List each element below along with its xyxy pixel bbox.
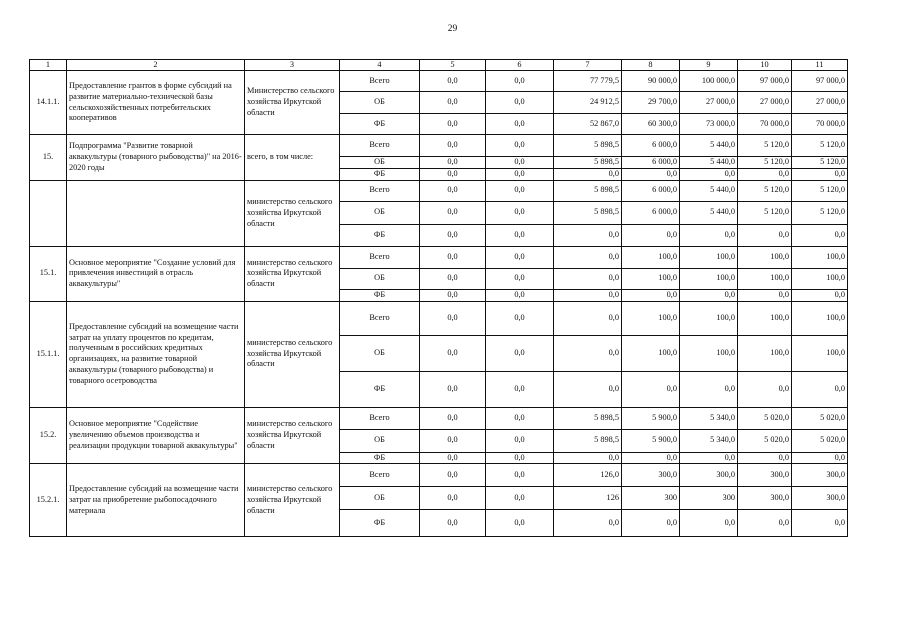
row-number: 15. [30, 135, 67, 181]
value-cell: 0,0 [680, 224, 738, 246]
value-cell: 100,0 [792, 335, 848, 371]
column-header: 6 [486, 60, 554, 71]
value-cell: 0,0 [420, 371, 486, 407]
value-cell: 97 000,0 [792, 71, 848, 92]
value-cell: 0,0 [420, 407, 486, 429]
measure-name: Подпрограмма "Развитие товарной аквакультуры (товарного рыбоводства)" на 2016-2020 годы [67, 135, 245, 181]
value-cell: 126 [554, 487, 622, 510]
value-cell: 5 900,0 [622, 407, 680, 429]
value-cell: 0,0 [738, 452, 792, 464]
value-cell: 5 340,0 [680, 407, 738, 429]
value-cell: 5 898,5 [554, 429, 622, 452]
value-cell: 0,0 [486, 246, 554, 268]
value-cell: 5 898,5 [554, 135, 622, 157]
value-cell: 70 000,0 [738, 114, 792, 135]
funding-source: ОБ [340, 157, 420, 169]
value-cell: 0,0 [486, 510, 554, 537]
value-cell: 5 020,0 [738, 429, 792, 452]
table-row [30, 71, 848, 92]
value-cell: 0,0 [420, 335, 486, 371]
value-cell: 5 120,0 [738, 135, 792, 157]
value-cell: 0,0 [792, 452, 848, 464]
value-cell: 0,0 [554, 224, 622, 246]
value-cell: 70 000,0 [792, 114, 848, 135]
value-cell: 5 120,0 [792, 201, 848, 224]
value-cell: 0,0 [420, 169, 486, 181]
value-cell: 0,0 [420, 268, 486, 289]
funding-source: Всего [340, 135, 420, 157]
table-row [30, 301, 848, 335]
value-cell: 5 120,0 [792, 157, 848, 169]
funding-source: Всего [340, 407, 420, 429]
measure-name: Основное мероприятие "Создание условий для привлечения инвестиций в отрасль аквакультуры" [67, 246, 245, 301]
value-cell: 100,0 [792, 246, 848, 268]
value-cell: 0,0 [486, 201, 554, 224]
value-cell: 100,0 [622, 268, 680, 289]
value-cell: 5 898,5 [554, 407, 622, 429]
table-row [30, 246, 848, 268]
value-cell: 0,0 [486, 407, 554, 429]
funding-source: ФБ [340, 169, 420, 181]
value-cell: 300,0 [792, 487, 848, 510]
executor-name: министерство сельского хозяйства Иркутской области [245, 407, 340, 464]
value-cell: 5 898,5 [554, 201, 622, 224]
value-cell: 100,0 [738, 268, 792, 289]
value-cell: 100,0 [680, 246, 738, 268]
value-cell: 0,0 [738, 289, 792, 301]
value-cell: 0,0 [420, 289, 486, 301]
funding-source: ОБ [340, 201, 420, 224]
funding-source: Всего [340, 464, 420, 487]
value-cell: 0,0 [420, 487, 486, 510]
row-number: 15.1. [30, 246, 67, 301]
funding-source: Всего [340, 246, 420, 268]
value-cell: 5 898,5 [554, 157, 622, 169]
value-cell: 0,0 [486, 268, 554, 289]
value-cell: 100,0 [738, 246, 792, 268]
value-cell: 0,0 [554, 301, 622, 335]
value-cell: 300,0 [622, 464, 680, 487]
value-cell: 0,0 [486, 335, 554, 371]
funding-source: Всего [340, 301, 420, 335]
value-cell: 0,0 [486, 180, 554, 201]
value-cell: 0,0 [738, 224, 792, 246]
budget-table [29, 59, 848, 537]
row-number: 15.2. [30, 407, 67, 464]
funding-source: ОБ [340, 92, 420, 114]
value-cell: 5 440,0 [680, 180, 738, 201]
value-cell: 0,0 [486, 135, 554, 157]
column-header: 9 [680, 60, 738, 71]
value-cell: 97 000,0 [738, 71, 792, 92]
measure-name: Предоставление субсидий на возмещение части затрат на уплату процентов по кредитам, полученным в российских кредитных организациях, на развитие товарной аквакультуры (товарного рыбоводства) и товарного осетроводства [67, 301, 245, 407]
value-cell: 52 867,0 [554, 114, 622, 135]
value-cell: 5 440,0 [680, 201, 738, 224]
value-cell: 0,0 [486, 429, 554, 452]
value-cell: 0,0 [486, 224, 554, 246]
column-header: 8 [622, 60, 680, 71]
row-number: 14.1.1. [30, 71, 67, 135]
value-cell: 0,0 [554, 510, 622, 537]
column-header: 11 [792, 60, 848, 71]
column-header: 2 [67, 60, 245, 71]
funding-source: ФБ [340, 452, 420, 464]
column-header: 3 [245, 60, 340, 71]
value-cell: 73 000,0 [680, 114, 738, 135]
value-cell: 0,0 [486, 289, 554, 301]
value-cell: 0,0 [554, 169, 622, 181]
executor-name: всего, в том числе: [245, 135, 340, 181]
value-cell: 0,0 [554, 268, 622, 289]
table-row [30, 407, 848, 429]
empty-cell [67, 180, 245, 246]
funding-source: ФБ [340, 510, 420, 537]
value-cell: 0,0 [554, 452, 622, 464]
value-cell: 100,0 [680, 268, 738, 289]
funding-source: ФБ [340, 224, 420, 246]
value-cell: 5 120,0 [738, 180, 792, 201]
value-cell: 0,0 [622, 169, 680, 181]
value-cell: 5 120,0 [738, 201, 792, 224]
value-cell: 0,0 [420, 301, 486, 335]
value-cell: 300,0 [680, 464, 738, 487]
value-cell: 100,0 [680, 301, 738, 335]
column-number-row [30, 60, 848, 71]
value-cell: 0,0 [420, 429, 486, 452]
funding-source: ОБ [340, 429, 420, 452]
value-cell: 100 000,0 [680, 71, 738, 92]
value-cell: 0,0 [486, 71, 554, 92]
executor-name: Министерство сельского хозяйства Иркутской области [245, 71, 340, 135]
measure-name: Предоставление грантов в форме субсидий на развитие материально-технической базы сельскохозяйственных потребительских кооперативов [67, 71, 245, 135]
value-cell: 0,0 [554, 289, 622, 301]
value-cell: 0,0 [680, 169, 738, 181]
value-cell: 0,0 [420, 71, 486, 92]
value-cell: 100,0 [622, 246, 680, 268]
value-cell: 0,0 [420, 510, 486, 537]
funding-source: ОБ [340, 335, 420, 371]
value-cell: 0,0 [486, 464, 554, 487]
value-cell: 77 779,5 [554, 71, 622, 92]
measure-name: Предоставление субсидий на возмещение части затрат на приобретение рыбопосадочного материала [67, 464, 245, 537]
value-cell: 0,0 [554, 335, 622, 371]
value-cell: 5 120,0 [738, 157, 792, 169]
row-number: 15.1.1. [30, 301, 67, 407]
value-cell: 0,0 [738, 169, 792, 181]
row-number: 15.2.1. [30, 464, 67, 537]
column-header: 5 [420, 60, 486, 71]
value-cell: 0,0 [792, 169, 848, 181]
value-cell: 6 000,0 [622, 180, 680, 201]
value-cell: 0,0 [680, 371, 738, 407]
value-cell: 0,0 [680, 289, 738, 301]
column-header: 10 [738, 60, 792, 71]
table-row [30, 464, 848, 487]
value-cell: 5 020,0 [792, 407, 848, 429]
value-cell: 0,0 [738, 371, 792, 407]
value-cell: 5 440,0 [680, 157, 738, 169]
value-cell: 24 912,5 [554, 92, 622, 114]
value-cell: 0,0 [420, 452, 486, 464]
value-cell: 27 000,0 [792, 92, 848, 114]
value-cell: 100,0 [792, 301, 848, 335]
value-cell: 0,0 [738, 510, 792, 537]
executor-name: министерство сельского хозяйства Иркутской области [245, 180, 340, 246]
value-cell: 0,0 [554, 371, 622, 407]
value-cell: 0,0 [486, 169, 554, 181]
value-cell: 0,0 [792, 289, 848, 301]
value-cell: 29 700,0 [622, 92, 680, 114]
value-cell: 0,0 [420, 180, 486, 201]
executor-name: министерство сельского хозяйства Иркутской области [245, 464, 340, 537]
value-cell: 0,0 [486, 157, 554, 169]
value-cell: 27 000,0 [738, 92, 792, 114]
value-cell: 6 000,0 [622, 201, 680, 224]
value-cell: 0,0 [420, 224, 486, 246]
value-cell: 0,0 [420, 157, 486, 169]
value-cell: 126,0 [554, 464, 622, 487]
table-row [30, 135, 848, 157]
funding-source: ФБ [340, 289, 420, 301]
value-cell: 6 000,0 [622, 135, 680, 157]
funding-source: ОБ [340, 487, 420, 510]
value-cell: 0,0 [486, 301, 554, 335]
value-cell: 0,0 [486, 114, 554, 135]
value-cell: 0,0 [420, 135, 486, 157]
value-cell: 0,0 [420, 246, 486, 268]
table-row [30, 180, 848, 201]
value-cell: 5 120,0 [792, 135, 848, 157]
funding-source: Всего [340, 71, 420, 92]
value-cell: 0,0 [420, 201, 486, 224]
value-cell: 5 340,0 [680, 429, 738, 452]
value-cell: 100,0 [622, 301, 680, 335]
value-cell: 5 900,0 [622, 429, 680, 452]
value-cell: 100,0 [792, 268, 848, 289]
funding-source: Всего [340, 180, 420, 201]
value-cell: 5 898,5 [554, 180, 622, 201]
value-cell: 0,0 [486, 452, 554, 464]
column-header: 7 [554, 60, 622, 71]
column-header: 1 [30, 60, 67, 71]
value-cell: 100,0 [738, 335, 792, 371]
value-cell: 100,0 [680, 335, 738, 371]
value-cell: 0,0 [622, 289, 680, 301]
value-cell: 6 000,0 [622, 157, 680, 169]
value-cell: 0,0 [792, 510, 848, 537]
funding-source: ФБ [340, 371, 420, 407]
value-cell: 300,0 [792, 464, 848, 487]
value-cell: 5 120,0 [792, 180, 848, 201]
value-cell: 300,0 [738, 464, 792, 487]
value-cell: 27 000,0 [680, 92, 738, 114]
value-cell: 300 [680, 487, 738, 510]
empty-cell [30, 180, 67, 246]
value-cell: 0,0 [680, 452, 738, 464]
value-cell: 5 020,0 [792, 429, 848, 452]
value-cell: 0,0 [792, 371, 848, 407]
value-cell: 0,0 [420, 92, 486, 114]
value-cell: 100,0 [622, 335, 680, 371]
value-cell: 90 000,0 [622, 71, 680, 92]
funding-source: ФБ [340, 114, 420, 135]
value-cell: 60 300,0 [622, 114, 680, 135]
value-cell: 0,0 [622, 224, 680, 246]
value-cell: 300 [622, 487, 680, 510]
value-cell: 0,0 [792, 224, 848, 246]
value-cell: 0,0 [622, 371, 680, 407]
page-number: 29 [447, 24, 458, 34]
executor-name: министерство сельского хозяйства Иркутской области [245, 246, 340, 301]
measure-name: Основное мероприятие "Содействие увеличению объемов производства и реализации продукции товарной аквакультуры" [67, 407, 245, 464]
value-cell: 5 440,0 [680, 135, 738, 157]
value-cell: 0,0 [486, 487, 554, 510]
table-body [30, 71, 848, 537]
value-cell: 0,0 [486, 371, 554, 407]
value-cell: 0,0 [622, 510, 680, 537]
value-cell: 0,0 [420, 114, 486, 135]
value-cell: 300,0 [738, 487, 792, 510]
column-header: 4 [340, 60, 420, 71]
value-cell: 0,0 [420, 464, 486, 487]
value-cell: 5 020,0 [738, 407, 792, 429]
funding-source: ОБ [340, 268, 420, 289]
executor-name: министерство сельского хозяйства Иркутской области [245, 301, 340, 407]
value-cell: 100,0 [738, 301, 792, 335]
value-cell: 0,0 [622, 452, 680, 464]
value-cell: 0,0 [554, 246, 622, 268]
value-cell: 0,0 [680, 510, 738, 537]
value-cell: 0,0 [486, 92, 554, 114]
